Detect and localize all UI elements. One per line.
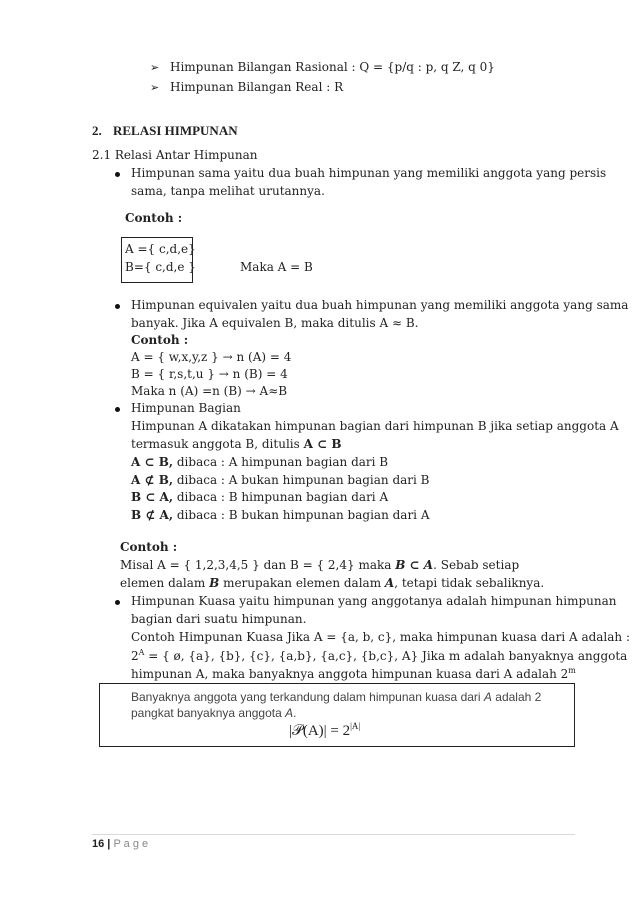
- subset-symbol: B ⊂ A,: [131, 490, 174, 504]
- box2-line1: [131, 690, 541, 704]
- arrow-bullet-icon: ➢: [150, 81, 160, 94]
- b4-line5: [131, 666, 576, 681]
- section-number: 2.: [92, 123, 102, 138]
- b2-line2: banyak. Jika A equivalen B, maka ditulis A ≈ B.: [131, 316, 419, 330]
- section-title: RELASI HIMPUNAN: [113, 123, 238, 138]
- row-text: dibaca : A himpunan bagian dari B: [173, 455, 389, 469]
- arrow-bullet-icon: ➢: [150, 61, 160, 74]
- example2-text: elemen dalam: [120, 576, 210, 590]
- b4-line1: Himpunan Kuasa yaitu himpunan yang anggotanya adalah himpunan himpunan: [131, 594, 617, 608]
- example2-text: . Sebab setiap: [433, 558, 520, 572]
- box2-line2: [131, 706, 296, 720]
- bullet-dot-icon: [115, 304, 120, 309]
- set-var: B: [209, 576, 220, 590]
- contoh-label: Contoh :: [131, 333, 189, 347]
- list-item-rational: Himpunan Bilangan Rasional : Q = {p/q : p, q Z, q 0}: [170, 60, 495, 74]
- example2-text: Misal A = { 1,2,3,4,5 } dan B = { 2,4} maka: [120, 558, 396, 572]
- box1-result: Maka A = B: [240, 260, 313, 274]
- b4-line2: bagian dari suatu himpunan.: [131, 612, 307, 626]
- set-var: A: [384, 576, 395, 590]
- b2-ex2: B = { r,s,t,u } → n (B) = 4: [131, 367, 288, 381]
- b3-title: Himpunan Bagian: [131, 401, 241, 415]
- row-text: dibaca : A bukan himpunan bagian dari B: [173, 473, 430, 487]
- subsection-title: 2.1 Relasi Antar Himpunan: [92, 148, 258, 162]
- list-item-real: Himpunan Bilangan Real : R: [170, 80, 344, 94]
- box2-text: pangkat banyaknya anggota: [131, 706, 286, 720]
- b3-line2: [131, 437, 341, 451]
- b4-line3: Contoh Himpunan Kuasa Jika A = {a, b, c}, maka himpunan kuasa dari A adalah :: [131, 630, 631, 644]
- formula-exponent: |A|: [350, 721, 361, 731]
- power-base: 2: [131, 649, 139, 663]
- bullet-dot-icon: [115, 600, 120, 605]
- box2-text: .: [293, 706, 297, 720]
- subset-symbol: A ⊂ B,: [131, 455, 174, 469]
- set-var: A: [285, 706, 294, 720]
- b3-row3: [131, 490, 388, 504]
- example2-line1: [120, 558, 519, 572]
- power-set-formula: [289, 721, 360, 740]
- example2-text: , tetapi tidak sebaliknya.: [394, 576, 545, 590]
- footer-separator: |: [104, 838, 114, 850]
- page-label: P a g e: [113, 838, 149, 850]
- example2-line2: [120, 576, 544, 590]
- page-footer: [92, 838, 148, 850]
- example2-text: merupakan elemen dalam: [219, 576, 385, 590]
- bullet-dot-icon: [115, 407, 120, 412]
- b1-line2: sama, tanpa melihat urutannya.: [131, 184, 325, 198]
- b2-ex3: Maka n (A) =n (B) → A≈B: [131, 384, 288, 398]
- b3-row2: [131, 473, 430, 487]
- b1-line1: Himpunan sama yaitu dua buah himpunan yang memiliki anggota yang persis: [131, 166, 607, 180]
- b3-row4: [131, 508, 430, 522]
- formula-text: |𝒫(A)| = 2: [289, 723, 351, 739]
- b3-row1: [131, 455, 388, 469]
- b4-line4-text: = { ø, {a}, {b}, {c}, {a,b}, {a,c}, {b,c}, A} Jika m adalah banyaknya anggota: [144, 649, 628, 663]
- b3-line2-text: termasuk anggota B, ditulis: [131, 437, 304, 451]
- b4-line5-text: himpunan A, maka banyaknya anggota himpunan kuasa dari A adalah 2: [131, 667, 569, 681]
- b2-line1: Himpunan equivalen yaitu dua buah himpunan yang memiliki anggota yang sama: [131, 298, 629, 312]
- set-var: A: [483, 690, 492, 704]
- row-text: dibaca : B himpunan bagian dari A: [173, 490, 389, 504]
- box2-text: adalah 2: [491, 690, 542, 704]
- power-exponent: m: [568, 666, 576, 675]
- footer-divider: [92, 834, 575, 835]
- box1-line2: B={ c,d,e }: [125, 260, 196, 274]
- not-subset-symbol: B ⊄ A,: [131, 508, 174, 522]
- box1-line1: A ={ c,d,e}: [125, 242, 196, 256]
- row-text: dibaca : B bukan himpunan bagian dari A: [173, 508, 430, 522]
- b4-line4: [131, 648, 627, 663]
- subset-symbol: B ⊂ A: [395, 558, 434, 572]
- page-number: 16: [92, 838, 105, 850]
- contoh-label: Contoh :: [125, 211, 183, 225]
- subset-symbol: A ⊂ B: [303, 437, 342, 451]
- contoh-label: Contoh :: [120, 540, 178, 554]
- not-subset-symbol: A ⊄ B,: [131, 473, 174, 487]
- box2-text: Banyaknya anggota yang terkandung dalam himpunan kuasa dari: [131, 690, 484, 704]
- power-exponent: A: [138, 648, 145, 657]
- b3-line1: Himpunan A dikatakan himpunan bagian dari himpunan B jika setiap anggota A: [131, 419, 619, 433]
- b2-ex1: A = { w,x,y,z } → n (A) = 4: [131, 350, 292, 364]
- bullet-dot-icon: [115, 172, 120, 177]
